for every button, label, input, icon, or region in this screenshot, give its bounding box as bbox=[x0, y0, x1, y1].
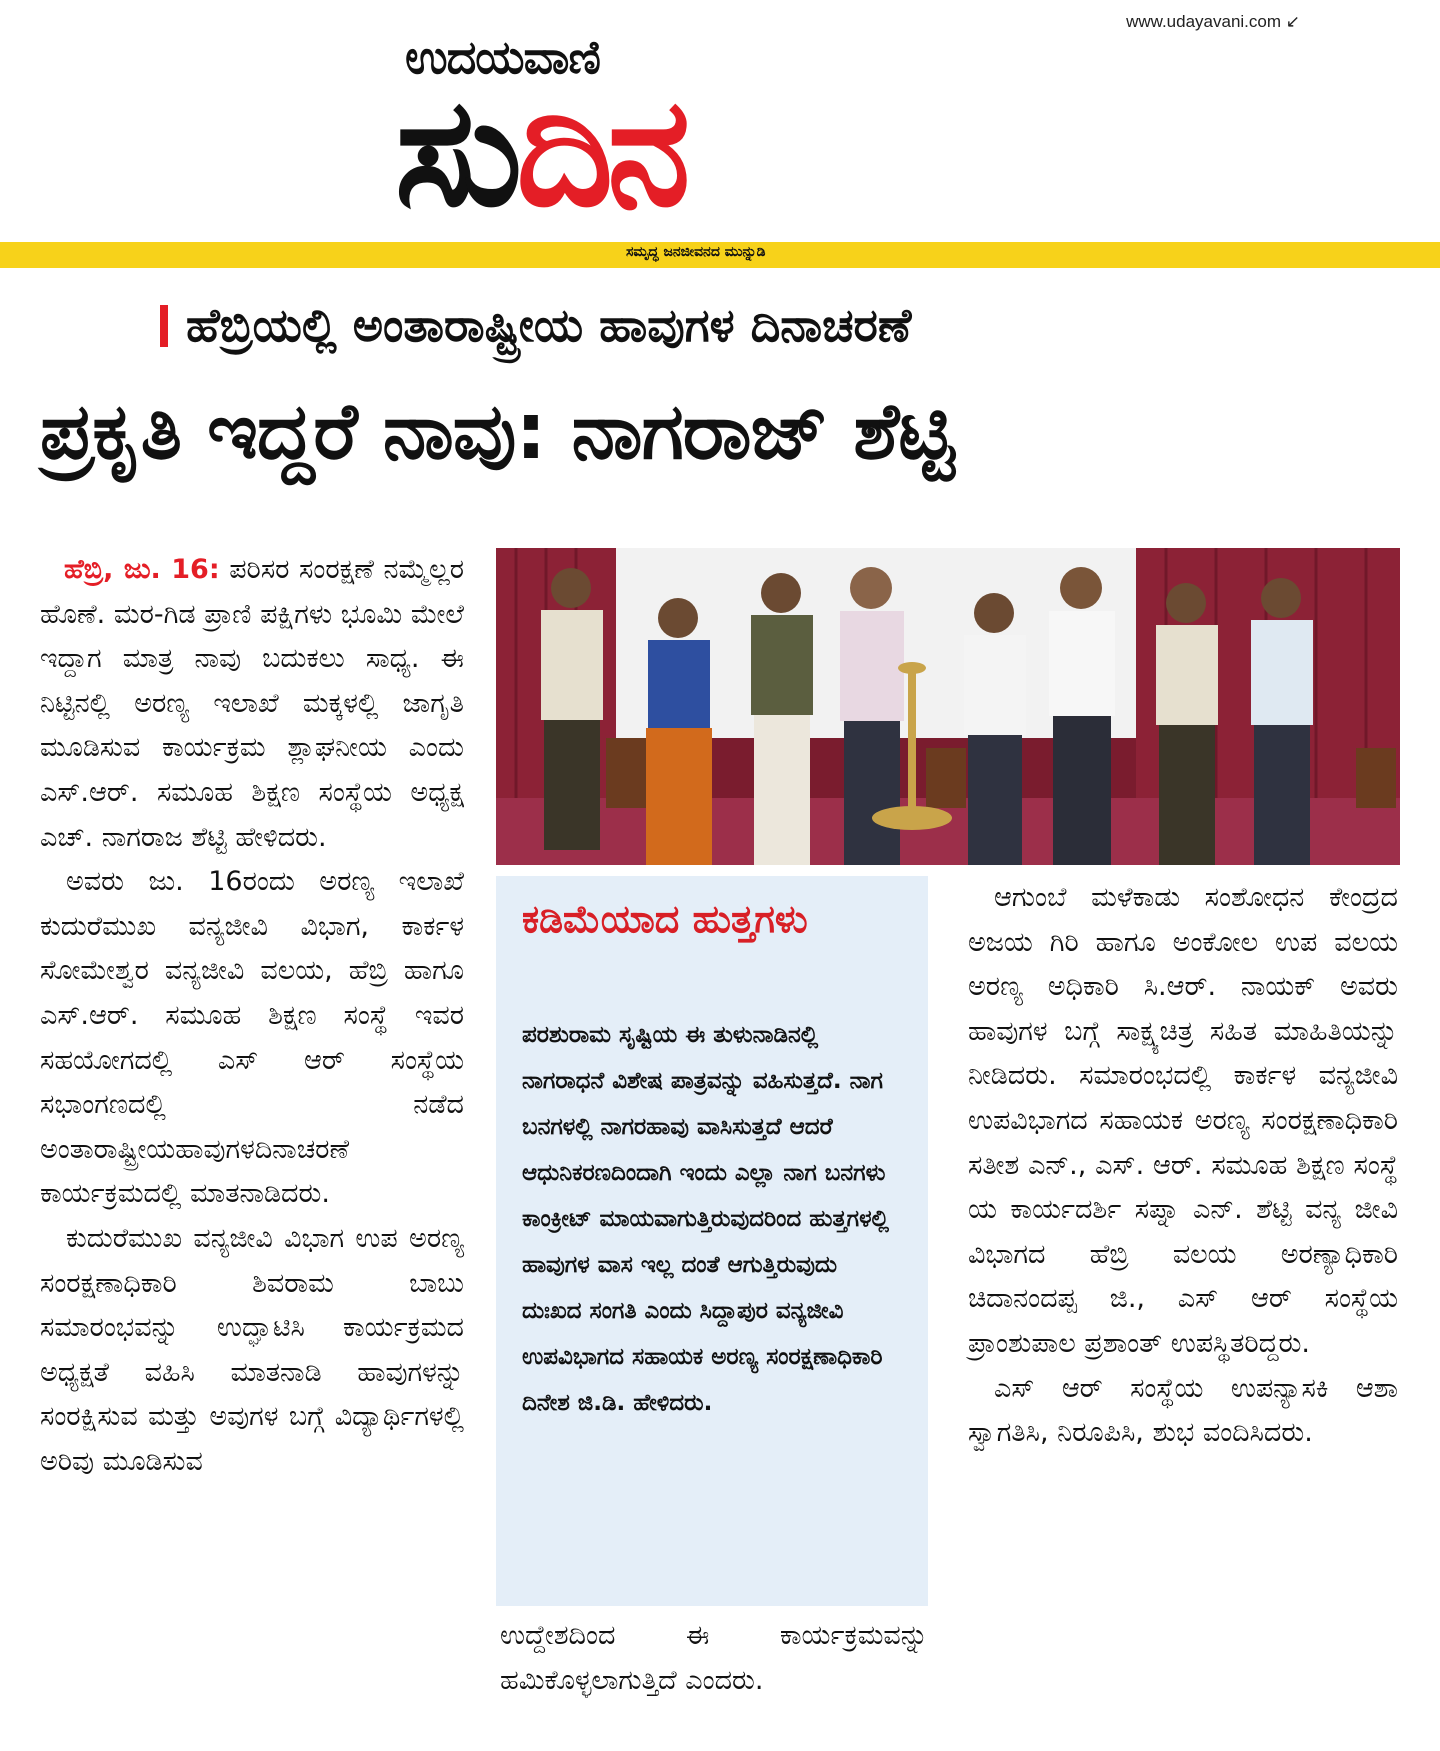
paragraph bbox=[40, 548, 464, 860]
article-column-1 bbox=[40, 548, 464, 1484]
paragraph: ಕುದುರೆಮುಖ ವನ್ಯಜೀವಿ ವಿಭಾಗ ಉಪ ಅರಣ್ಯ ಸಂರಕ್ಷಣಾಧಿಕಾರಿ ಶಿವರಾಮ ಬಾಬು ಸಮಾರಂಭವನ್ನು ಉದ್ಘಾಟಿಸಿ ಕಾರ್ಯಕ್ರಮದ ಅಧ್ಯಕ್ಷತೆ ವಹಿಸಿ ಮಾತನಾಡಿ ಹಾವುಗಳನ್ನು ಸಂರಕ್ಷಿಸುವ ಮತ್ತು ಅವುಗಳ ಬಗ್ಗೆ ವಿದ್ಯಾರ್ಥಿಗಳಲ್ಲಿ ಅರಿವು ಮೂಡಿಸುವ bbox=[40, 1222, 464, 1477]
event-photo bbox=[496, 548, 1400, 865]
kicker-bar bbox=[160, 305, 168, 347]
brand-part-black: ಸು bbox=[395, 66, 517, 240]
brand-big-text bbox=[395, 66, 685, 240]
paragraph: ಆಗುಂಬೆ ಮಳೆಕಾಡು ಸಂಶೋಧನ ಕೇಂದ್ರದ ಅಜಯ ಗಿರಿ ಹಾಗೂ ಅಂಕೋಲ ಉಪ ವಲಯ ಅರಣ್ಯ ಅಧಿಕಾರಿ ಸಿ.ಆರ್. ನಾಯಕ್ ಅವರು ಹಾವುಗಳ ಬಗ್ಗೆ ಸಾಕ್ಷ್ಯಚಿತ್ರ ಸಹಿತ ಮಾಹಿತಿಯನ್ನು ನೀಡಿದರು. ಸಮಾರಂಭದಲ್ಲಿ ಕಾರ್ಕಳ ವನ್ಯಜೀವಿ ಉಪವಿಭಾಗದ ಸಹಾಯಕ ಅರಣ್ಯ ಸಂರಕ್ಷಣಾಧಿಕಾರಿ ಸತೀಶ ಎನ್., ಎಸ್. ಆರ್. ಸಮೂಹ ಶಿಕ್ಷಣ ಸಂಸ್ಥೆ ಯ ಕಾರ್ಯದರ್ಶಿ ಸಪ್ನಾ ಎನ್. ಶೆಟ್ಟಿ ವನ್ಯ ಜೀವಿ ವಿಭಾಗದ ಹೆಬ್ರಿ ವಲಯ ಅರಣ್ಯಾಧಿಕಾರಿ ಚಿದಾನಂದಪ್ಪ ಜಿ., ಎಸ್ ಆರ್ ಸಂಸ್ಥೆಯ ಪ್ರಾಂಶುಪಾಲ ಪ್ರಶಾಂತ್ ಉಪಸ್ಥಿತರಿದ್ದರು. bbox=[968, 882, 1398, 1359]
article-column-3 bbox=[968, 876, 1398, 1456]
dateline: ಹೆಬ್ರಿ, ಜು. 16: bbox=[64, 554, 220, 585]
masthead-logo bbox=[395, 30, 1035, 240]
article-headline: ಪ್ರಕೃತಿ ಇದ್ದರೆ ನಾವು: ನಾಗರಾಜ್ ಶೆಟ್ಟಿ bbox=[40, 387, 954, 477]
website-url[interactable]: www.udayavani.com ↙ bbox=[1126, 12, 1300, 31]
sidebar-title: ಕಡಿಮೆಯಾದ ಹುತ್ತಗಳು bbox=[522, 897, 808, 941]
paragraph-text: ಪರಿಸರ ಸಂರಕ್ಷಣೆ ನಮ್ಮೆಲ್ಲರ ಹೊಣೆ. ಮರ-ಗಿಡ ಪ್ರಾಣಿ ಪಕ್ಷಿಗಳು ಭೂಮಿ ಮೇಲೆ ಇದ್ದಾಗ ಮಾತ್ರ ನಾವು ಬದುಕಲು ಸಾಧ್ಯ. ಈ ನಿಟ್ಟಿನಲ್ಲಿ ಅರಣ್ಯ ಇಲಾಖೆ ಮಕ್ಕಳಲ್ಲಿ ಜಾಗೃತಿ ಮೂಡಿಸುವ ಕಾರ್ಯಕ್ರಮ ಶ್ಲಾಘನೀಯ ಎಂದು ಎಸ್.ಆರ್. ಸಮೂಹ ಶಿಕ್ಷಣ ಸಂಸ್ಥೆಯ ಅಧ್ಯಕ್ಷ ಎಚ್. ನಾಗರಾಜ ಶೆಟ್ಟಿ ಹೇಳಿದರು. bbox=[40, 554, 464, 853]
brand-small-text: ಉದಯವಾಣಿ bbox=[405, 30, 600, 84]
sidebar-body: ಪರಶುರಾಮ ಸೃಷ್ಟಿಯ ಈ ತುಳುನಾಡಿನಲ್ಲಿ ನಾಗರಾಧನೆ ವಿಶೇಷ ಪಾತ್ರವನ್ನು ವಹಿಸುತ್ತದೆ. ನಾಗ ಬನಗಳಲ್ಲಿ ನಾಗರಹಾವು ವಾಸಿಸುತ್ತದೆ ಆದರೆ ಆಧುನಿಕರಣದಿಂದಾಗಿ ಇಂದು ಎಲ್ಲಾ ನಾಗ ಬನಗಳು ಕಾಂಕ್ರೀಟ್ ಮಾಯವಾಗುತ್ತಿರುವುದರಿಂದ ಹುತ್ತಗಳಲ್ಲಿ ಹಾವುಗಳ ವಾಸ ಇಲ್ಲ ದಂತೆ ಆಗುತ್ತಿರುವುದು ದುಃಖದ ಸಂಗತಿ ಎಂದು ಸಿದ್ದಾಪುರ ವನ್ಯಜೀವಿ ಉಪವಿಭಾಗದ ಸಹಾಯಕ ಅರಣ್ಯ ಸಂರಕ್ಷಣಾಧಿಕಾರಿ ದಿನೇಶ ಜಿ.ಡಿ. ಹೇಳಿದರು. bbox=[522, 1022, 889, 1416]
article-kicker bbox=[160, 298, 911, 354]
article-column-2-tail: ಉದ್ದೇಶದಿಂದ ಈ ಕಾರ್ಯಕ್ರಮವನ್ನು ಹಮಿಕೊಳ್ಳಲಾಗುತ್ತಿದೆ ಎಂದರು. bbox=[500, 1620, 928, 1696]
paragraph: ಅವರು ಜು. 16ರಂದು ಅರಣ್ಯ ಇಲಾಖೆ ಕುದುರೆಮುಖ ವನ್ಯಜೀವಿ ವಿಭಾಗ, ಕಾರ್ಕಳ ಸೋಮೇಶ್ವರ ವನ್ಯಜೀವಿ ವಲಯ, ಹೆಬ್ರಿ ಹಾಗೂ ಎಸ್.ಆರ್. ಸಮೂಹ ಶಿಕ್ಷಣ ಸಂಸ್ಥೆ ಇವರ ಸಹಯೋಗದಲ್ಲಿ ಎಸ್ ಆರ್ ಸಂಸ್ಥೆಯ ಸಭಾಂಗಣದಲ್ಲಿ ನಡೆದ ಅಂತಾರಾಷ್ಟ್ರೀಯಹಾವುಗಳದಿನಾಚರಣೆ ಕಾರ್ಯಕ್ರಮದಲ್ಲಿ ಮಾತನಾಡಿದರು. bbox=[40, 866, 464, 1210]
paragraph: ಎಸ್ ಆರ್ ಸಂಸ್ಥೆಯ ಉಪನ್ಯಾಸಕಿ ಆಶಾ ಸ್ವಾಗತಿಸಿ, ನಿರೂಪಿಸಿ, ಶುಭ ವಂದಿಸಿದರು. bbox=[968, 1372, 1398, 1449]
brand-part-red: ದಿನ bbox=[516, 66, 685, 240]
tagline: ಸಮೃದ್ಧ ಜನಜೀವನದ ಮುನ್ನುಡಿ bbox=[626, 244, 766, 260]
sidebar-box bbox=[496, 876, 928, 1606]
kicker-text: ಹೆಬ್ರಿಯಲ್ಲಿ ಅಂತಾರಾಷ್ಟ್ರೀಯ ಹಾವುಗಳ ದಿನಾಚರಣೆ bbox=[186, 298, 912, 352]
photo-illustration bbox=[496, 548, 1400, 865]
